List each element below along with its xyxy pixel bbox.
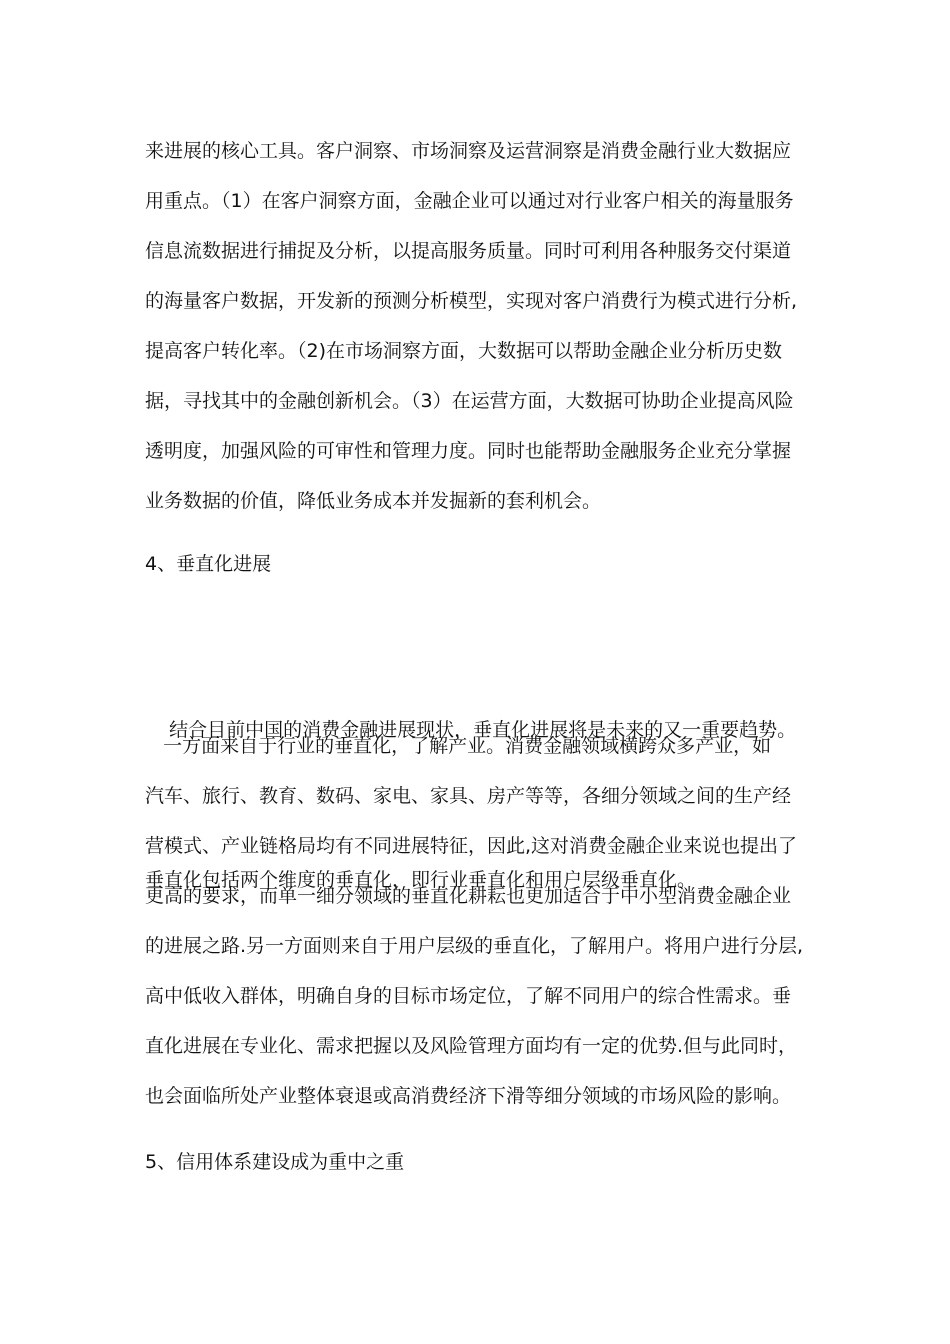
paragraph-line: 也会面临所处产业整体衰退或高消费经济下滑等细分领域的市场风险的影响。 (145, 1085, 792, 1107)
paragraph-line: 据，寻找其中的金融创新机会。（3）在运营方面，大数据可协助企业提高风险 (145, 390, 794, 412)
paragraph-line: 营模式、产业链格局均有不同进展特征，因此,这对消费金融企业来说也提出了 (145, 835, 798, 857)
paragraph-line: 的海量客户数据，开发新的预测分析模型，实现对客户消费行为模式进行分析, (145, 290, 798, 312)
paragraph-line: 高中低收入群体，明确自身的目标市场定位，了解不同用户的综合性需求。垂 (145, 985, 792, 1007)
paragraph-line: 更高的要求，而单一细分领域的垂直化耕耘也更加适合于中小型消费金融企业 (145, 885, 792, 907)
section-heading-4: 4、垂直化进展 (145, 553, 272, 575)
paragraph-line: 透明度，加强风险的可审性和管理力度。同时也能帮助金融服务企业充分掌握 (145, 440, 792, 462)
paragraph-line: 汽车、旅行、教育、数码、家电、家具、房产等等，各细分领域之间的生产经 (145, 785, 792, 807)
paragraph-line: 用重点。（1）在客户洞察方面，金融企业可以通过对行业客户相关的海量服务 (145, 190, 794, 212)
paragraph-line: 结合目前中国的消费金融进展现状，垂直化进展将是未来的又一重要趋势。 (145, 719, 797, 741)
paragraph-line: 业务数据的价值，降低业务成本并发掘新的套利机会。 (145, 490, 602, 512)
paragraph-line: 垂直化包括两个维度的垂直化，即行业垂直化和用户层级垂直化。 (145, 869, 697, 891)
paragraph-vertical-details (145, 721, 815, 1121)
paragraph-line: 来进展的核心工具。客户洞察、市场洞察及运营洞察是消费金融行业大数据应 (145, 140, 792, 162)
paragraph-line: 的进展之路.另一方面则来自于用户层级的垂直化，了解用户。将用户进行分层, (145, 935, 804, 957)
paragraph-line: 直化进展在专业化、需求把握以及风险管理方面均有一定的优势.但与此同时， (145, 1035, 798, 1057)
paragraph-line: 信息流数据进行捕捉及分析，以提高服务质量。同时可利用各种服务交付渠道 (145, 240, 792, 262)
paragraph-line: 一方面来自于行业的垂直化，了解产业。消费金融领域横跨众多产业，如 (145, 735, 772, 757)
paragraph-line: 提高客户转化率。（2)在市场洞察方面，大数据可以帮助金融企业分析历史数 (145, 340, 783, 362)
paragraph-big-data-insights (145, 126, 815, 526)
section-heading-5: 5、信用体系建设成为重中之重 (145, 1151, 405, 1173)
